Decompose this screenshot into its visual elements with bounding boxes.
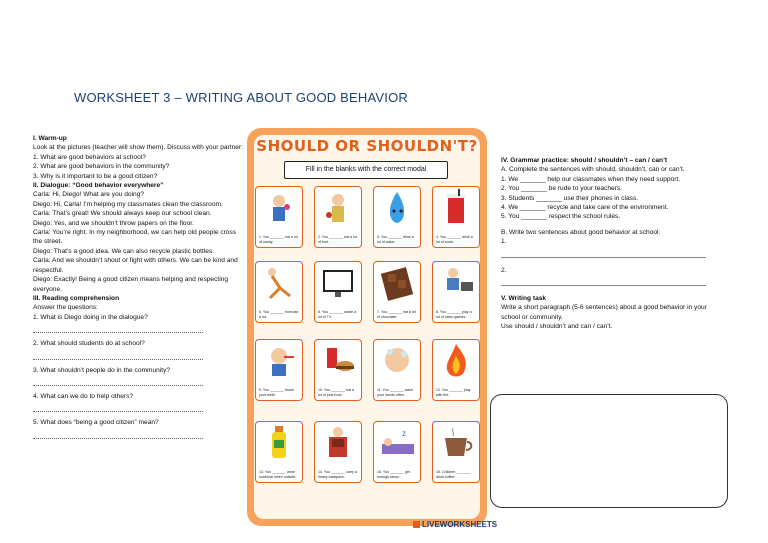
dialogue-line: Carla: You’re right. In my neighborhood, we can help old people cross the street. bbox=[33, 229, 237, 246]
coffee-icon bbox=[433, 422, 479, 464]
picture-card bbox=[432, 186, 480, 248]
svg-text:z: z bbox=[402, 429, 406, 438]
warmup-heading: I. Warm-up bbox=[33, 135, 67, 142]
wash-hands-icon bbox=[374, 340, 420, 382]
logo-mark-icon bbox=[413, 521, 420, 528]
grammar-item: 4. We _______ recycle and take care of the environment. bbox=[501, 204, 669, 212]
picture-card bbox=[314, 261, 362, 323]
grammar-item: 1. We _______ help our classmates when they need support. bbox=[501, 175, 681, 183]
answer-input[interactable] bbox=[33, 401, 203, 412]
sentence-input[interactable] bbox=[501, 247, 706, 258]
grammar-item: 3. Students _______ use their phones in class. bbox=[501, 194, 639, 202]
dialogue-line: Diego: Exactly! Being a good citizen means helping and respecting everyone. bbox=[33, 276, 229, 293]
answer-input[interactable] bbox=[33, 322, 203, 333]
brush-teeth-icon bbox=[256, 340, 302, 382]
warmup-line: Look at the pictures (teacher will show them). Discuss with your partner: bbox=[33, 144, 243, 152]
picture-card bbox=[314, 339, 362, 401]
warmup-line: 3. Why is it important to be a good citizen? bbox=[33, 172, 158, 180]
writing-line: Use should / shouldn’t and can / can’t. bbox=[501, 323, 613, 331]
picture-caption[interactable]: 4. You _______ drink a lot of soda. bbox=[436, 235, 473, 244]
picture-caption[interactable]: 16. Children _______ drink coffee. bbox=[436, 470, 471, 479]
sentence-input[interactable] bbox=[501, 275, 706, 286]
picture-caption[interactable]: 7. You _______ eat a lot of chocolate. bbox=[377, 310, 416, 319]
exercise-icon bbox=[256, 262, 302, 304]
answer-input[interactable] bbox=[33, 349, 203, 360]
picture-card bbox=[314, 421, 362, 483]
dialogue-line: Diego: That’s a good idea. We can also recycle plastic bottles. bbox=[33, 247, 215, 255]
picture-card bbox=[432, 421, 480, 483]
picture-caption[interactable]: 1. You _______ eat a lot of candy. bbox=[259, 235, 298, 244]
card-instruction: Fill in the blanks with the correct modal bbox=[284, 161, 448, 179]
picture-caption[interactable]: 3. You _______ drink a lot of water. bbox=[377, 235, 414, 244]
dialogue-line: Diego: Hi, Carla! I’m helping my classmates clean the classroom. bbox=[33, 200, 223, 208]
picture-caption[interactable]: 2. You _______ eat a lot of fruit. bbox=[318, 235, 357, 244]
picture-caption[interactable]: 9. You _______ brush your teeth. bbox=[259, 388, 294, 397]
write-two-item: 2. bbox=[501, 266, 507, 274]
picture-card bbox=[255, 339, 303, 401]
card-title: SHOULD OR SHOULDN'T? bbox=[256, 137, 478, 155]
question: 1. What is Diego doing in the dialogue? bbox=[33, 313, 148, 321]
dialogue-line: Diego: Yes, and we shouldn’t throw papers on the floor. bbox=[33, 219, 194, 227]
tv-icon bbox=[315, 262, 361, 304]
left-column bbox=[33, 134, 243, 445]
dialogue-line: Carla: And we shouldn’t shout or fight with others. We can be kind and respectful. bbox=[33, 257, 238, 274]
picture-card bbox=[373, 339, 421, 401]
child-eating-fruit-icon bbox=[315, 187, 361, 229]
picture-caption[interactable]: 15. You _______ get enough sleep. bbox=[377, 470, 410, 479]
dialogue-line: Carla: Hi, Diego! What are you doing? bbox=[33, 191, 145, 199]
picture-caption[interactable]: 12. You _______ play with fire. bbox=[436, 388, 471, 397]
warmup-line: 1. What are good behaviors at school? bbox=[33, 153, 146, 161]
reading-intro: Answer the questions: bbox=[33, 304, 98, 312]
child-eating-candy-icon bbox=[256, 187, 302, 229]
write-two-intro: B. Write two sentences about good behavior at school: bbox=[501, 228, 661, 236]
video-games-icon bbox=[433, 262, 479, 304]
question: 3. What shouldn’t people do in the community? bbox=[33, 366, 171, 374]
worksheet-title: WORKSHEET 3 – WRITING ABOUT GOOD BEHAVIOR bbox=[74, 90, 408, 105]
writing-heading: V. Writing task bbox=[501, 295, 547, 303]
picture-caption[interactable]: 5. You _______ exercise a lot. bbox=[259, 310, 299, 319]
sunblock-icon bbox=[256, 422, 302, 464]
grammar-heading: IV. Grammar practice: should / shouldn’t – can / can’t bbox=[501, 157, 668, 164]
dialogue-heading: II. Dialogue: “Good behavior everywhere” bbox=[33, 182, 164, 190]
right-column bbox=[501, 156, 716, 332]
write-two-item: 1. bbox=[501, 238, 507, 246]
picture-card bbox=[314, 186, 362, 248]
grammar-item: 2. You _______ be rude to your teachers. bbox=[501, 185, 622, 193]
picture-caption[interactable]: 10. You _______ eat a lot of junk food. bbox=[318, 388, 354, 397]
writing-line: Write a short paragraph (5-6 sentences) about a good behavior in your school or community. bbox=[501, 304, 707, 321]
fire-icon bbox=[433, 340, 479, 382]
grammar-intro: A. Complete the sentences with should, shouldn’t, can or can’t. bbox=[501, 166, 685, 174]
picture-caption[interactable]: 11. You _______ wash your hands often. bbox=[377, 388, 414, 397]
junk-food-icon bbox=[315, 340, 361, 382]
sleep-icon bbox=[374, 422, 420, 464]
dialogue-line: Carla: That’s great! We should always keep our school clean. bbox=[33, 210, 212, 218]
backpack-icon bbox=[315, 422, 361, 464]
reading-heading: III. Reading comprehension bbox=[33, 294, 120, 302]
picture-card bbox=[255, 186, 303, 248]
water-drop-icon bbox=[374, 187, 420, 229]
soda-cup-icon bbox=[433, 187, 479, 229]
picture-card bbox=[373, 421, 421, 483]
question: 4. What can we do to help others? bbox=[33, 392, 134, 400]
question: 5. What does “being a good citizen” mean? bbox=[33, 419, 159, 427]
picture-card bbox=[432, 339, 480, 401]
chocolate-icon bbox=[374, 262, 420, 304]
picture-card bbox=[432, 261, 480, 323]
picture-card bbox=[255, 261, 303, 323]
should-shouldnt-card bbox=[247, 128, 487, 526]
picture-card bbox=[373, 186, 421, 248]
answer-input[interactable] bbox=[33, 375, 203, 386]
question: 2. What should students do at school? bbox=[33, 340, 145, 348]
picture-caption[interactable]: 6. You _______ watch a lot of TV. bbox=[318, 310, 357, 319]
grammar-item: 5. You _______ respect the school rules. bbox=[501, 213, 621, 221]
warmup-line: 2. What are good behaviors in the community? bbox=[33, 163, 170, 171]
liveworksheets-logo: LIVEWORKSHEETS bbox=[413, 520, 497, 529]
answer-input[interactable] bbox=[33, 428, 203, 439]
picture-caption[interactable]: 13. You _______ wear sunblock when outside. bbox=[259, 470, 297, 479]
picture-caption[interactable]: 8. You _______ play a lot of video games. bbox=[436, 310, 472, 319]
picture-card bbox=[255, 421, 303, 483]
writing-answer-box[interactable] bbox=[490, 394, 728, 508]
picture-caption[interactable]: 14. You _______ carry a heavy backpack. bbox=[318, 470, 357, 479]
picture-card bbox=[373, 261, 421, 323]
